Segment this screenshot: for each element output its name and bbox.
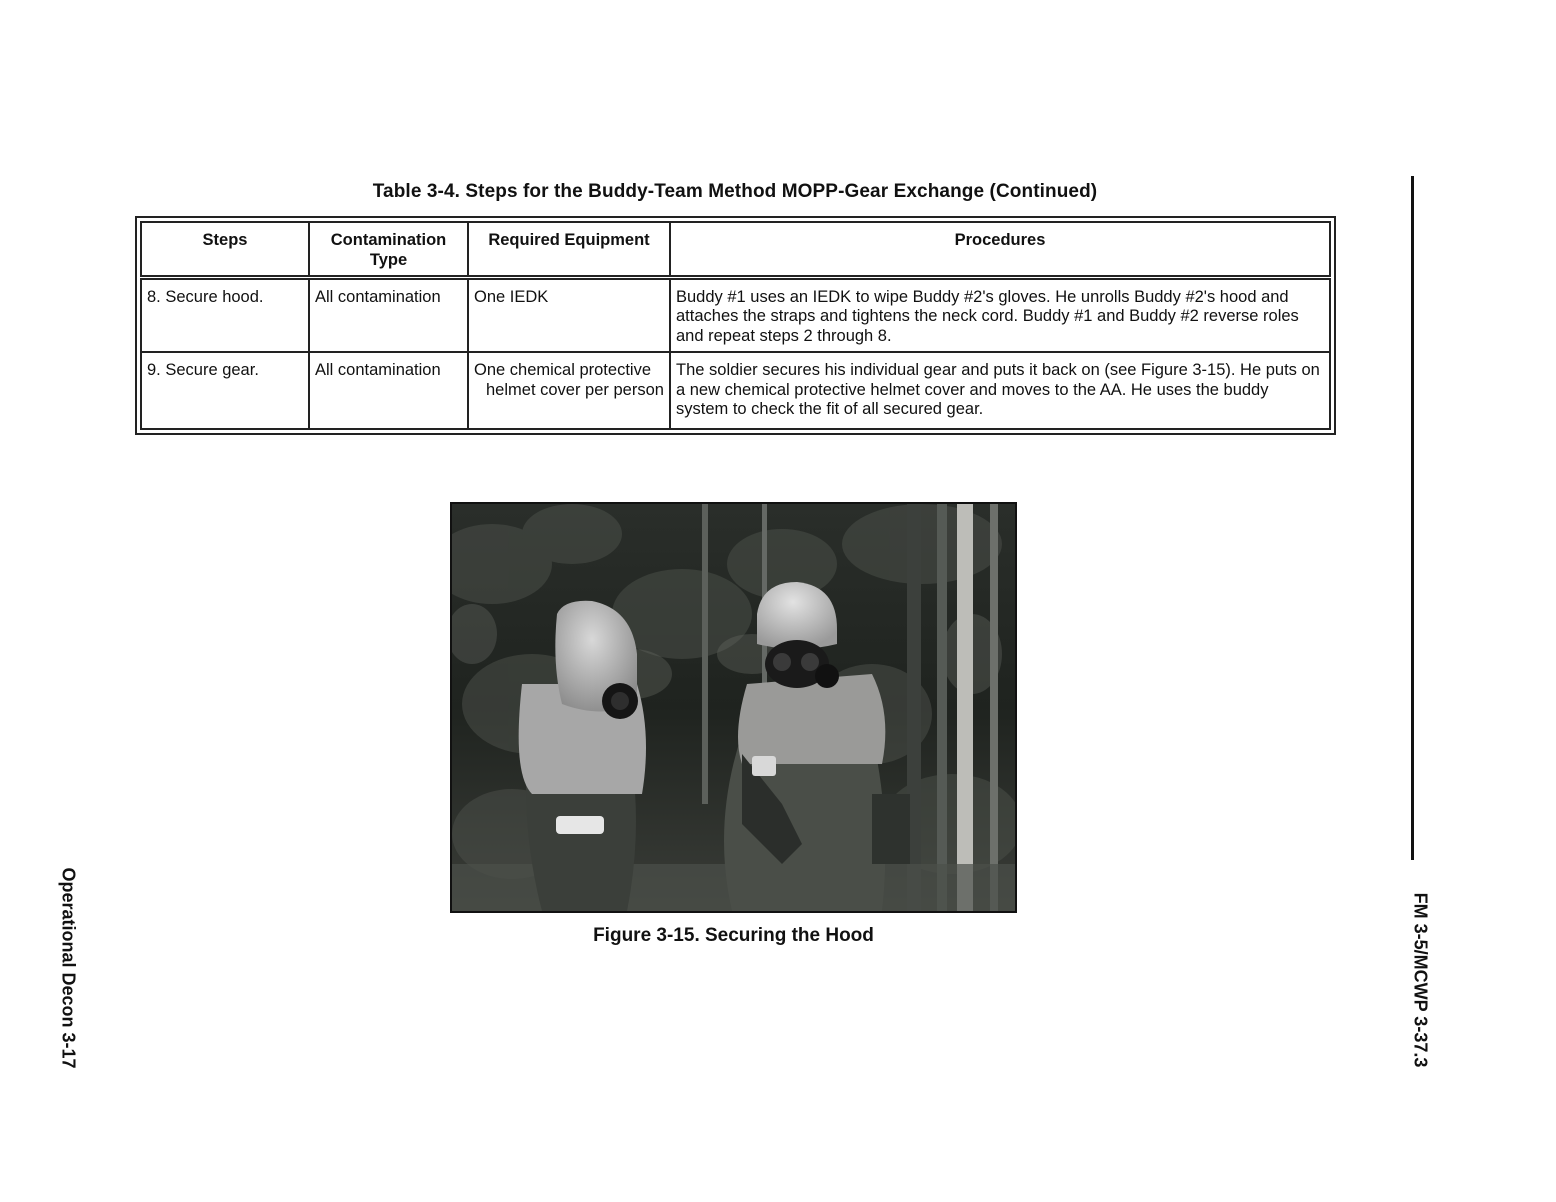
page-footer-left: Operational Decon 3-17 [58, 867, 79, 1069]
cell-procedure: Buddy #1 uses an IEDK to wipe Buddy #2's gloves. He unrolls Buddy #2's hood and attaches the straps and tightens the neck cord. Buddy #1 and Buddy #2 reverse roles and repeat steps 2 through 8. [670, 277, 1330, 352]
table-row [141, 352, 1330, 429]
figure-caption: Figure 3-15. Securing the Hood [593, 925, 874, 946]
cell-equipment: One IEDK [468, 277, 670, 352]
cell-equipment: One chemical protective helmet cover per person [468, 352, 670, 429]
margin-rule [1411, 176, 1414, 860]
header-procedures: Procedures [670, 222, 1330, 277]
table-title: Table 3-4. Steps for the Buddy-Team Method MOPP-Gear Exchange (Continued) [372, 181, 1098, 202]
cell-procedure: The soldier secures his individual gear and puts it back on (see Figure 3-15). He puts on a new chemical protective helmet cover and moves to the AA. He uses the buddy system to check the fit of all secured gear. [670, 352, 1330, 429]
cell-step: 8. Secure hood. [141, 277, 309, 352]
header-contamination-type: Contamination Type [309, 222, 468, 277]
table-row [141, 277, 1330, 352]
figure-photo [450, 502, 1017, 913]
cell-step: 9. Secure gear. [141, 352, 309, 429]
cell-contamination: All contamination [309, 352, 468, 429]
header-steps: Steps [141, 222, 309, 277]
photo-soldiers-in-forest [452, 504, 1015, 911]
cell-contamination: All contamination [309, 277, 468, 352]
page-header-right: FM 3-5/MCWP 3-37.3 [1410, 892, 1431, 1068]
header-required-equipment: Required Equipment [468, 222, 670, 277]
steps-table-frame [135, 216, 1336, 435]
steps-table [140, 221, 1331, 430]
table-header-row [141, 222, 1330, 277]
